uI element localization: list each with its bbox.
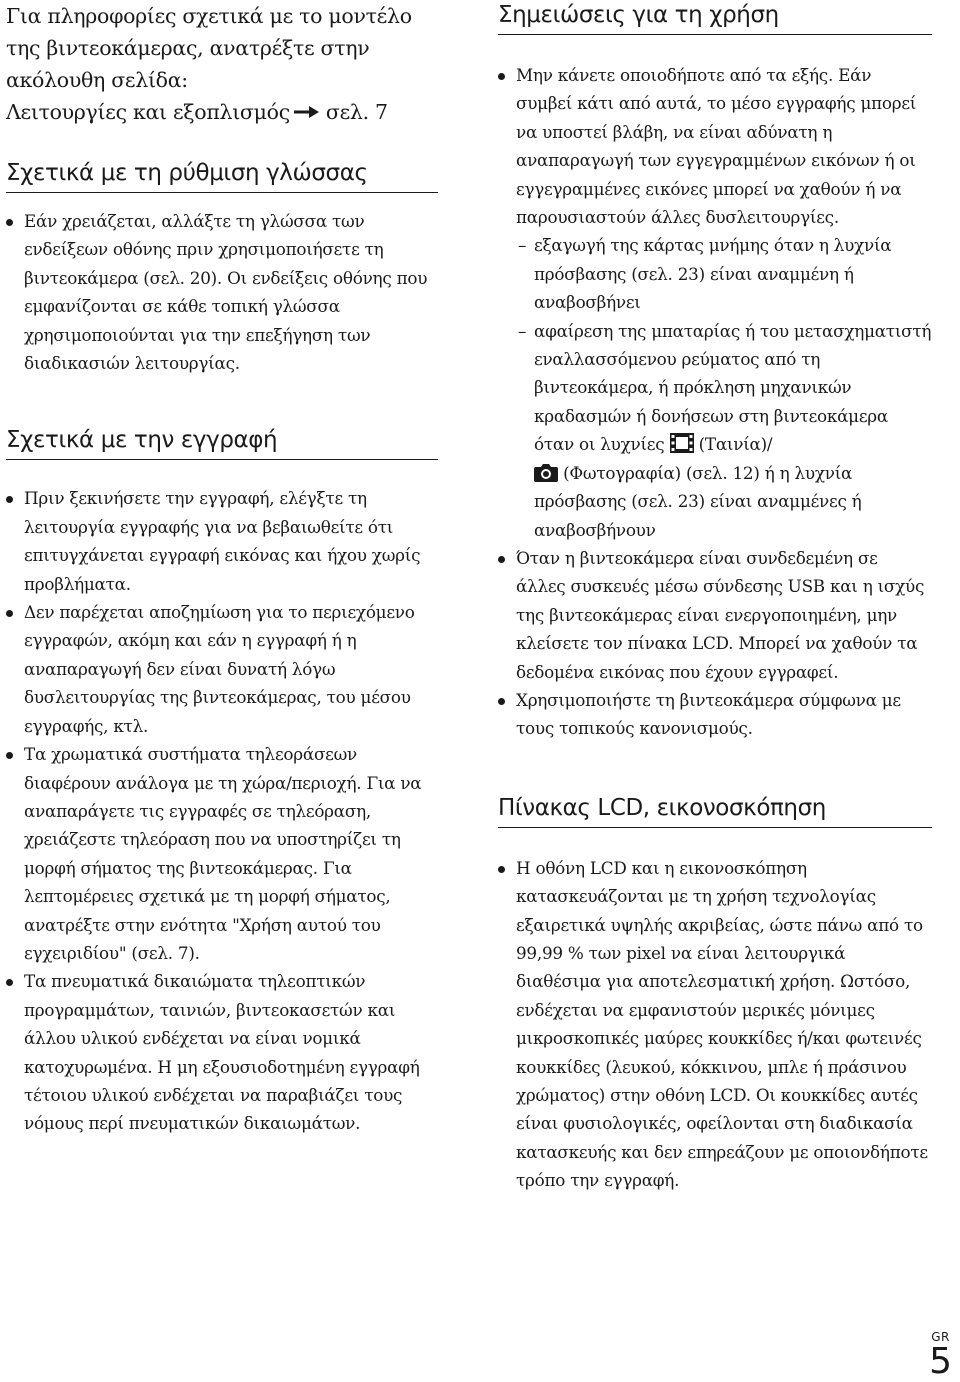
list-item: Τα πνευματικά δικαιώματα τηλεοπτικών προγραμμάτων, ταινιών, βιντεοκασετών και άλλου υλικού ενδέχεται να είναι νομικά κατοχυρωμένα. Η μη εξουσιοδοτημένη εγγραφή τέτοιου υλικού ενδέχεται να παραβιάζει τους νόμους περί πνευματικών δικαιωμάτων. [6, 967, 438, 1137]
lcd-notes-list [498, 854, 932, 1195]
language-code: GR [931, 1330, 950, 1344]
camera-icon [534, 462, 558, 482]
list-item [498, 61, 932, 544]
intro-ref-text: Λειτουργίες και εξοπλισμός [6, 100, 290, 124]
usage-notes-list [498, 61, 932, 743]
film-icon [670, 433, 694, 453]
list-item: Εάν χρειάζεται, αλλάξτε τη γλώσσα των ενδείξεων οθόνης πριν χρησιμοποιήσετε τη βιντεοκάμερα (σελ. 20). Οι ενδείξεις οθόνης που εμφανίζονται σε κάθε τοπική γλώσσα χρησιμοποιούνται για την επεξήγηση των διαδικασιών λειτουργίας. [6, 207, 438, 377]
page-number: 5 [929, 1341, 952, 1382]
list-item: Πριν ξεκινήσετε την εγγραφή, ελέγξτε τη λειτουργία εγγραφής για να βεβαιωθείτε ότι επιτυγχάνεται εγγραφή εικόνας και ήχου χωρίς προβλήματα. [6, 484, 438, 598]
dash-item [516, 317, 932, 544]
list-item: Όταν η βιντεοκάμερα είναι συνδεδεμένη σε άλλες συσκευές μέσω σύνδεσης USB και η ισχύς της βιντεοκάμερας είναι ενεργοποιημένη, μην κλείσετε τον πίνακα LCD. Μπορεί να χαθούν τα δεδομένα εικόνας που έχουν εγγραφεί. [498, 544, 932, 686]
left-column [6, 0, 438, 1138]
dash-text-part1: αφαίρεση της μπαταρίας ή του μετασχηματιστή εναλλασσόμενου ρεύματος από τη βιντεοκάμερα, ή πρόκληση μηχανικών κραδασμών ή δονήσεων στη βιντεοκάμερα όταν οι λυχνίες [534, 320, 932, 455]
language-notes-list [6, 207, 438, 377]
dash-item: – εξαγωγή της κάρτας μνήμης όταν η λυχνία πρόσβασης (σελ. 23) είναι αναμμένη ή αναβοσβήνει [516, 231, 932, 316]
intro-ref-page: σελ. 7 [325, 100, 388, 124]
section-heading-recording: Σχετικά με την εγγραφή [6, 425, 438, 460]
section-heading-usage-notes: Σημειώσεις για τη χρήση [498, 0, 932, 35]
recording-notes-list [6, 484, 438, 1137]
intro-reference [6, 96, 438, 128]
dash-text-part3: (Φωτογραφία) (σελ. 12) ή η λυχνία πρόσβασης (σελ. 23) είναι αναμμένες ή αναβοσβήνουν [534, 462, 862, 540]
list-item: Χρησιμοποιήστε τη βιντεοκάμερα σύμφωνα με τους τοπικούς κανονισμούς. [498, 686, 932, 743]
section-heading-language: Σχετικά με τη ρύθμιση γλώσσας [6, 158, 438, 193]
usage-note-text: Μην κάνετε οποιοδήποτε από τα εξής. Εάν συμβεί κάτι από αυτά, το μέσο εγγραφής μπορεί να υποστεί βλάβη, να είναι αδύνατη η αναπαραγωγή των εγγεγραμμένων εικόνων ή οι εγγεγραμμένες εικόνες μπορεί να χαθούν ή να παρουσιαστούν άλλες δυσλειτουργίες. [516, 65, 917, 228]
intro-text: Για πληροφορίες σχετικά με το μοντέλο της βιντεοκάμερας, ανατρέξτε στην ακόλουθη σελίδα: [6, 4, 412, 92]
dash-list [516, 231, 932, 543]
list-item: Η οθόνη LCD και η εικονοσκόπηση κατασκευάζονται με τη χρήση τεχνολογίας εξαιρετικά υψηλής ακριβείας, ώστε πάνω από το 99,99 % των pixel να είναι λειτουργικά διαθέσιμα για αποτελεσματική χρήση. Ωστόσο, ενδέχεται να εμφανιστούν μερικές μόνιμες μικροσκοπικές μαύρες κουκκίδες ή/και φωτεινές κουκκίδες (λευκού, κόκκινου, μπλε ή πράσινου χρώματος) στην οθόνη LCD. Οι κουκκίδες αυτές είναι φυσιολογικές, οφείλονται στη διαδικασία κατασκευής και δεν επηρεάζουν με οποιονδήποτε τρόπο την εγγραφή. [498, 854, 932, 1195]
dash-text-part2: (Ταινία)/ [698, 434, 773, 455]
arrow-right-icon [294, 105, 320, 119]
intro-paragraph [6, 0, 438, 128]
section-heading-lcd: Πίνακας LCD, εικονοσκόπηση [498, 793, 932, 828]
right-column [498, 0, 932, 1195]
list-item: Δεν παρέχεται αποζημίωση για το περιεχόμενο εγγραφών, ακόμη και εάν η εγγραφή ή η αναπαραγωγή δεν είναι δυνατή λόγω δυσλειτουργίας της βιντεοκάμερας, του μέσου εγγραφής, κτλ. [6, 598, 438, 740]
list-item: Τα χρωματικά συστήματα τηλεοράσεων διαφέρουν ανάλογα με τη χώρα/περιοχή. Για να αναπαράγετε τις εγγραφές σε τηλεόραση, χρειάζεστε τηλεόραση που να υποστηρίζει τη μορφή σήματος της βιντεοκάμερας. Για λεπτομέρειες σχετικά με τη μορφή σήματος, ανατρέξτε στην ενότητα "Χρήση αυτού του εγχειριδίου" (σελ. 7). [6, 740, 438, 967]
page-footer [929, 1331, 952, 1381]
